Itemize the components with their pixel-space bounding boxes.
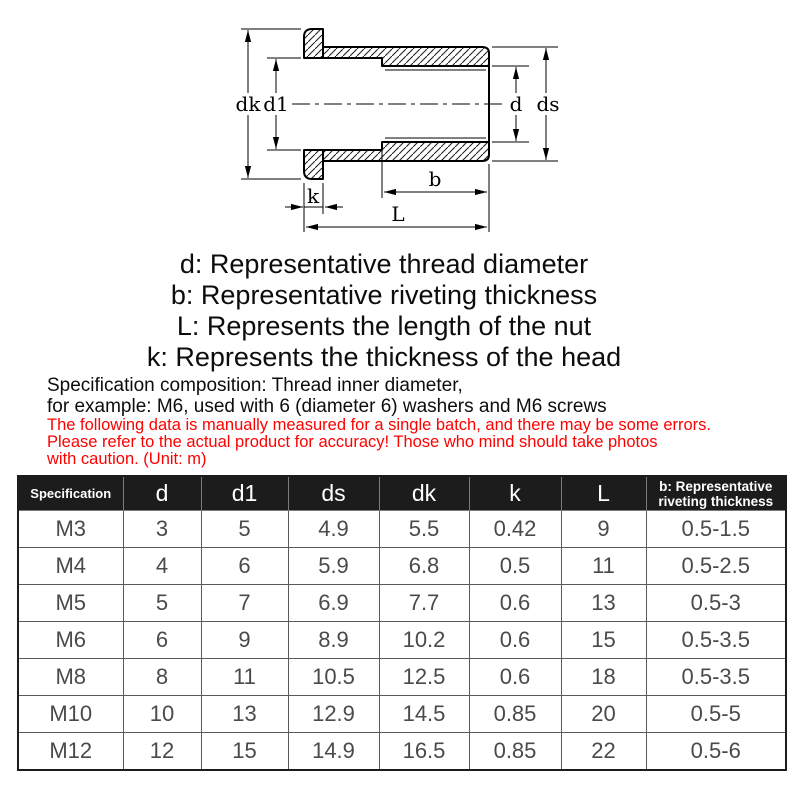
d-label: d — [509, 92, 523, 116]
spec-table-header — [18, 476, 786, 511]
table-row — [18, 622, 786, 659]
body-bottom-wall — [323, 142, 489, 161]
table-cell: M6 — [18, 622, 123, 659]
warning-line: Please refer to the actual product for accuracy! Those who mind should take photos — [47, 432, 658, 451]
table-cell: 0.5-3 — [646, 585, 786, 622]
table-cell: 10.2 — [379, 622, 469, 659]
col-header-d1: d1 — [201, 476, 288, 511]
table-cell: 0.5 — [469, 548, 561, 585]
table-cell: 22 — [561, 733, 646, 771]
table-cell: 0.85 — [469, 733, 561, 771]
table-cell: M5 — [18, 585, 123, 622]
table-cell: 6 — [123, 622, 201, 659]
table-cell: 0.5-6 — [646, 733, 786, 771]
table-cell: 0.5-5 — [646, 696, 786, 733]
table-cell: 0.5-1.5 — [646, 511, 786, 548]
definition-line-k: k: Represents the thickness of the head — [146, 342, 622, 372]
warning-text — [47, 417, 777, 467]
col-header-ds: ds — [288, 476, 379, 511]
table-cell: 15 — [201, 733, 288, 771]
table-cell: 11 — [201, 659, 288, 696]
spec-table-body — [18, 511, 786, 771]
table-cell: 8 — [123, 659, 201, 696]
body-top-wall — [323, 47, 489, 66]
warning-line: The following data is manually measured for a single batch, and there may be some errors. — [47, 416, 712, 434]
table-row — [18, 511, 786, 548]
table-cell: 16.5 — [379, 733, 469, 771]
dimension-definitions — [0, 249, 768, 373]
col-header-b-riveting-thickness — [646, 476, 786, 511]
table-cell: 4.9 — [288, 511, 379, 548]
warning-line: with caution. (Unit: m) — [47, 449, 207, 468]
definition-line-L: L: Represents the length of the nut — [176, 311, 592, 341]
table-cell: 0.5-3.5 — [646, 659, 786, 696]
table-row — [18, 585, 786, 622]
table-cell: 5.5 — [379, 511, 469, 548]
spec-note-line: Specification composition: Thread inner diameter, — [47, 375, 463, 396]
table-cell: 11 — [561, 548, 646, 585]
dk-label: dk — [235, 92, 261, 116]
table-cell: 0.5-2.5 — [646, 548, 786, 585]
col-header-specification: Specification — [18, 476, 123, 511]
definition-line-b: b: Representative riveting thickness — [170, 280, 598, 310]
table-row — [18, 733, 786, 771]
table-cell: 5 — [201, 511, 288, 548]
table-cell: 20 — [561, 696, 646, 733]
table-cell: 9 — [561, 511, 646, 548]
table-cell: 5 — [123, 585, 201, 622]
table-row — [18, 696, 786, 733]
table-cell: M3 — [18, 511, 123, 548]
table-cell: 0.6 — [469, 585, 561, 622]
spec-composition-note — [47, 375, 767, 417]
b-header-line: b: Representative — [659, 478, 773, 494]
table-cell: 4 — [123, 548, 201, 585]
rivet-nut-diagram — [0, 0, 800, 245]
table-cell: 0.42 — [469, 511, 561, 548]
table-cell: M12 — [18, 733, 123, 771]
table-cell: 14.9 — [288, 733, 379, 771]
k-label: k — [306, 184, 320, 208]
table-cell: 18 — [561, 659, 646, 696]
header-row — [18, 476, 786, 511]
table-cell: 13 — [201, 696, 288, 733]
table-cell: 6 — [201, 548, 288, 585]
b-label: b — [428, 167, 442, 191]
table-cell: 10.5 — [288, 659, 379, 696]
table-cell: M4 — [18, 548, 123, 585]
table-cell: 12 — [123, 733, 201, 771]
definition-line-d: d: Representative thread diameter — [179, 249, 589, 279]
table-cell: 15 — [561, 622, 646, 659]
table-cell: 14.5 — [379, 696, 469, 733]
L-label: L — [391, 202, 405, 226]
table-row — [18, 659, 786, 696]
col-header-d: d — [123, 476, 201, 511]
table-cell: 13 — [561, 585, 646, 622]
table-cell: 6.8 — [379, 548, 469, 585]
flange-top-section — [304, 29, 323, 58]
table-cell: 0.85 — [469, 696, 561, 733]
table-cell: 8.9 — [288, 622, 379, 659]
table-cell: 9 — [201, 622, 288, 659]
table-cell: M10 — [18, 696, 123, 733]
rivet-nut-drawing — [0, 0, 800, 245]
spec-note-line: for example: M6, used with 6 (diameter 6) washers and M6 screws — [47, 396, 607, 417]
table-cell: 6.9 — [288, 585, 379, 622]
table-cell: 3 — [123, 511, 201, 548]
table-cell: 7 — [201, 585, 288, 622]
table-cell: 0.6 — [469, 622, 561, 659]
flange-bottom-section — [304, 150, 323, 179]
table-cell: 0.6 — [469, 659, 561, 696]
table-cell: 10 — [123, 696, 201, 733]
col-header-k: k — [469, 476, 561, 511]
table-cell: M8 — [18, 659, 123, 696]
spec-table — [17, 475, 787, 771]
ds-label: ds — [536, 92, 560, 116]
table-cell: 0.5-3.5 — [646, 622, 786, 659]
col-header-L: L — [561, 476, 646, 511]
col-header-dk: dk — [379, 476, 469, 511]
table-cell: 12.9 — [288, 696, 379, 733]
d1-label: d1 — [263, 92, 289, 116]
table-cell: 12.5 — [379, 659, 469, 696]
table-row — [18, 548, 786, 585]
table-cell: 7.7 — [379, 585, 469, 622]
b-header-line: riveting thickness — [658, 493, 774, 509]
table-cell: 5.9 — [288, 548, 379, 585]
